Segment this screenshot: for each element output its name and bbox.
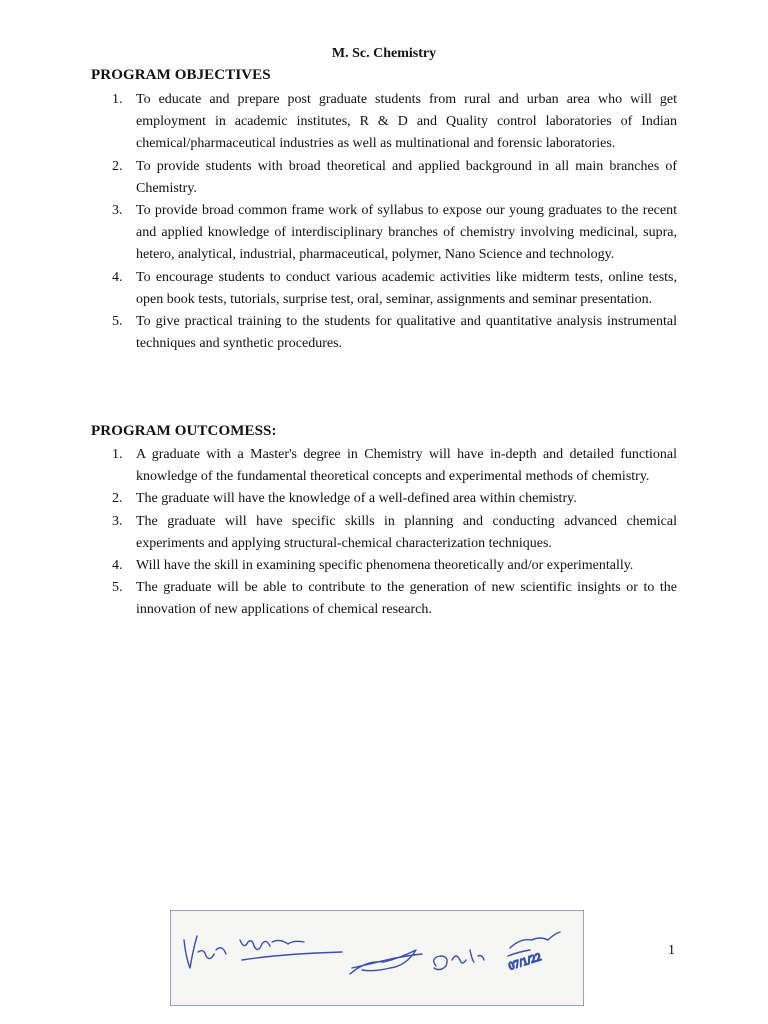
item-text: To give practical training to the students for qualitative and quantitative analysis instrumental techniques and synthetic procedures. <box>136 314 677 352</box>
list-item <box>109 577 677 621</box>
item-text: To encourage students to conduct various academic activities like midterm tests, online tests, open book tests, tutorials, surprise test, oral, seminar, assignments and seminar presentation. <box>136 269 677 307</box>
item-number: 2. <box>112 158 123 174</box>
item-number: 1. <box>112 92 123 107</box>
item-text: The graduate will have specific skills in planning and conducting advanced chemical experiments and applying structural-chemical characterization techniques. <box>136 513 677 551</box>
page-title: M. Sc. Chemistry <box>331 46 437 61</box>
item-text: To provide broad common frame work of syllabus to expose our young graduates to the recent and applied knowledge of interdisciplinary branches of chemistry involving medicinal, supra, hetero, analytical, industrial, pharmaceutical, polymer, Nano Science and technology. <box>136 203 677 263</box>
list-item <box>109 89 677 156</box>
handwritten-date: 07/1/22 <box>507 951 543 973</box>
list-item <box>109 511 677 555</box>
item-number: 3. <box>112 203 123 219</box>
item-number: 3. <box>112 513 123 529</box>
signature-strip <box>170 910 584 1006</box>
list-item <box>109 488 677 510</box>
item-number: 5. <box>112 314 123 330</box>
item-text: A graduate with a Master's degree in Chemistry will have in-depth and detailed functional knowledge of the fundamental theoretical concepts and experimental methods of chemistry. <box>136 447 677 485</box>
objectives-heading: PROGRAM OBJECTIVES <box>91 67 271 83</box>
list-item <box>109 555 677 577</box>
outcomes-list <box>109 444 677 622</box>
page-number: 1 <box>668 943 675 958</box>
item-number: 4. <box>112 558 123 574</box>
item-text: To educate and prepare post graduate students from rural and urban area who will get employment in academic institutes, R & D and Quality control laboratories of Indian chemical/pharmaceutical industries as well as multinational and forensic laboratories. <box>136 92 677 152</box>
item-number: 1. <box>112 447 123 462</box>
item-text: To provide students with broad theoretical and applied background in all main branches of Chemistry. <box>136 158 677 196</box>
item-number: 5. <box>112 580 123 596</box>
item-text: The graduate will be able to contribute to the generation of new scientific insights or to the innovation of new applications of chemical research. <box>136 580 677 618</box>
item-text: The graduate will have the knowledge of a well-defined area within chemistry. <box>136 491 577 507</box>
list-item <box>109 444 677 488</box>
list-item <box>109 311 677 355</box>
item-number: 2. <box>112 491 123 507</box>
item-number: 4. <box>112 269 123 285</box>
list-item <box>109 267 677 311</box>
outcomes-heading: PROGRAM OUTCOMESS: <box>91 423 277 439</box>
item-text: Will have the skill in examining specific phenomena theoretically and/or experimentally. <box>136 558 634 574</box>
list-item <box>109 200 677 267</box>
list-item <box>109 156 677 200</box>
objectives-list <box>109 89 677 355</box>
